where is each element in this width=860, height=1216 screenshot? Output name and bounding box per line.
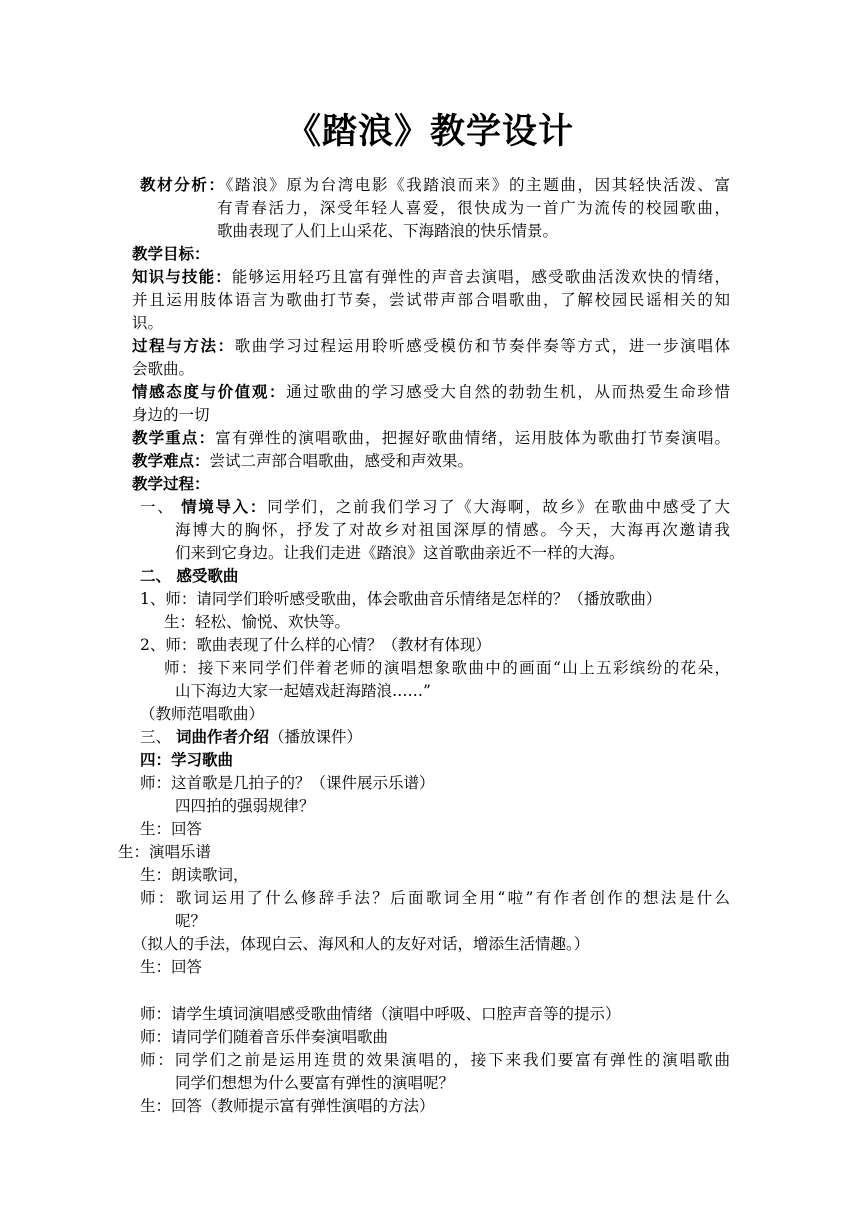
s4-r7: （拟人的手法，体现白云、海风和人的友好对话，增添生活情趣。） [132, 935, 590, 953]
emotion-line-2: 身边的一切 [132, 406, 210, 424]
analysis-line-3: 歌曲表现了人们上山采花、下海踏浪的快乐情景。 [217, 222, 559, 240]
procedure-label: 教学过程： [132, 474, 210, 493]
goals-label: 教学目标： [132, 244, 210, 263]
knowledge-line-1: 知识与技能：能够运用轻巧且富有弹性的声音去演唱，感受歌曲活泼欢快的情绪， [132, 267, 730, 286]
emotion-label: 情感态度与价值观： [132, 382, 287, 401]
s1-line-2: 海博大的胸怀，抒发了对故乡对祖国深厚的情感。今天，大海再次邀请我 [175, 521, 730, 539]
s4-r2: 四四拍的强弱规律？ [175, 797, 315, 815]
key-point-line: 教学重点：富有弹性的演唱歌曲，把握好歌曲情绪，运用肢体为歌曲打节奏演唱。 [132, 428, 730, 447]
s1-label: 情境导入： [181, 497, 268, 516]
s2-t3: （教师范唱歌曲） [140, 705, 265, 723]
s4-r6a: 师：歌词运用了什么修辞手法？后面歌词全用“啦”有作者创作的想法是什么 [140, 889, 730, 907]
key-point-label: 教学重点： [132, 428, 216, 447]
s2-t2: 山下海边大家一起嬉戏赶海踏浪……” [175, 682, 431, 700]
s4-heading: 四：学习歌曲 [140, 750, 234, 769]
s4-r6b: 呢？ [175, 912, 207, 930]
s4-r1: 师：这首歌是几拍子的？（课件展示乐谱） [140, 774, 435, 792]
s2-t1: 师：接下来同学们伴着老师的演唱想象歌曲中的画面“山上五彩缤纷的花朵， [164, 659, 730, 677]
difficulty-line: 教学难点：尝试二声部合唱歌曲，感受和声效果。 [132, 451, 474, 470]
analysis-line-1: 教材分析：《踏浪》原为台湾电影《我踏浪而来》的主题曲，因其轻快活泼、富 [140, 175, 730, 194]
s1-line-1: 一、 情境导入：同学们，之前我们学习了《大海啊，故乡》在歌曲中感受了大 [140, 497, 730, 516]
process-label: 过程与方法： [132, 336, 235, 355]
s4-r8: 生：回答 [140, 958, 203, 976]
s4-r9: 师：请学生填词演唱感受歌曲情绪（演唱中呼吸、口腔声音等的提示） [140, 1005, 621, 1023]
difficulty-label: 教学难点： [132, 451, 210, 470]
analysis-label: 教材分析： [140, 175, 226, 194]
s2-heading: 二、 感受歌曲 [140, 566, 239, 585]
knowledge-label: 知识与技能： [132, 267, 232, 286]
s4-r5: 生：朗读歌词， [140, 866, 249, 884]
s4-r11a: 师：同学们之前是运用连贯的效果演唱的，接下来我们要富有弹性的演唱歌曲 [140, 1051, 730, 1069]
s4-r4: 生：演唱乐谱 [118, 843, 212, 861]
analysis-line-2: 有青春活力，深受年轻人喜爱，很快成为一首广为流传的校园歌曲， [217, 199, 730, 217]
process-line-1: 过程与方法：歌曲学习过程运用聆听感受模仿和节奏伴奏等方式，进一步演唱体 [132, 336, 730, 355]
s3-line: 三、 词曲作者介绍（播放课件） [140, 727, 362, 746]
s2-q1: 1、师：请同学们聆听感受歌曲，体会歌曲音乐情绪是怎样的？（播放歌曲） [140, 590, 662, 608]
s4-r12: 生：回答（教师提示富有弹性演唱的方法） [140, 1097, 435, 1115]
s2-q2: 2、师：歌曲表现了什么样的心情？（教材有体现） [140, 636, 491, 654]
knowledge-line-2: 并且运用肢体语言为歌曲打节奏，尝试带声部合唱歌曲，了解校园民谣相关的知 [132, 291, 730, 309]
document-title: 《踏浪》教学设计 [285, 111, 574, 152]
emotion-line-1: 情感态度与价值观：通过歌曲的学习感受大自然的勃勃生机，从而热爱生命珍惜 [132, 382, 730, 401]
s4-r11b: 同学们想想为什么要富有弹性的演唱呢？ [175, 1074, 455, 1092]
s2-a1: 生：轻松、愉悦、欢快等。 [164, 613, 351, 631]
s4-r3: 生：回答 [140, 820, 203, 838]
s4-r10: 师：请同学们随着音乐伴奏演唱歌曲 [140, 1028, 389, 1046]
process-line-2: 会歌曲。 [132, 360, 195, 378]
s1-line-3: 们来到它身边。让我们走进《踏浪》这首歌曲亲近不一样的大海。 [175, 544, 625, 562]
s3-label: 词曲作者介绍 [175, 727, 269, 746]
knowledge-line-3: 识。 [132, 314, 164, 332]
